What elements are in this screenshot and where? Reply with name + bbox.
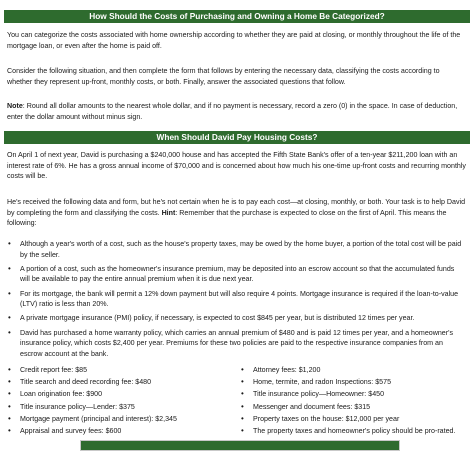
section-header-david: When Should David Pay Housing Costs? bbox=[4, 131, 470, 144]
cost-item: • Title insurance policy—Homeowner: $450 bbox=[240, 388, 384, 400]
list-item: • A portion of a cost, such as the homeowner's insurance premium, may be deposited into an escrow account so that the accumulated funds will be available to pay the entire annual premium when it is due next year. bbox=[7, 264, 466, 285]
cost-row bbox=[7, 364, 466, 376]
cost-row bbox=[7, 413, 466, 425]
instructions-paragraph: Consider the following situation, and then complete the form that follows by entering the necessary data, classifying the costs according to whether they represent up-front, monthly costs, or both. Finally, answer the associated questions that follow. bbox=[7, 67, 440, 86]
cost-item: • Appraisal and survey fees: $600 bbox=[7, 425, 240, 437]
scenario-paragraph: On April 1 of next year, David is purchasing a $240,000 house and has accepted the Fifth State Bank's offer of a ten-year $211,200 loan with an interest rate of 6%. He has a gross annual income of $70,000 and is concerned about how much his one-time up-front costs and recurring monthly costs will be. bbox=[7, 151, 466, 181]
note-text: : Round all dollar amounts to the nearest whole dollar, and if no payment is necessary, record a zero (0) in the space. In case of deduction, enter the dollar amount without minus sign. bbox=[7, 102, 458, 121]
cost-item: • Home, termite, and radon Inspections: $575 bbox=[240, 376, 391, 388]
cost-row bbox=[7, 401, 466, 413]
task-hint-text: : Remember that the purchase is expected to close on the first of April. This means the following: bbox=[7, 208, 447, 228]
list-item: • Although a year's worth of a cost, such as the house's property taxes, may be owed by the home buyer, a portion of the total cost will be paid by the seller. bbox=[7, 239, 466, 260]
note-paragraph bbox=[7, 101, 466, 122]
cost-row bbox=[7, 376, 466, 388]
note-label: Note bbox=[7, 102, 23, 110]
conditions-list bbox=[7, 239, 466, 363]
list-item: • David has purchased a home warranty policy, which carries an annual premium of $480 and is paid 12 times per year, and a homeowner's insurance policy, which costs $2,400 per year. Premiums for these two policies are paid to the respective insurance companies from an escrow account at the bank. bbox=[7, 328, 466, 360]
cost-item: • Title insurance policy—Lender: $375 bbox=[7, 401, 240, 413]
list-item: • A private mortgage insurance (PMI) policy, if necessary, is expected to cost $845 per year, but is distributed 12 times per year. bbox=[7, 313, 466, 324]
cost-item: • Attorney fees: $1,200 bbox=[240, 364, 320, 376]
cost-item: • Credit report fee: $85 bbox=[7, 364, 240, 376]
cost-item: • Title search and deed recording fee: $480 bbox=[7, 376, 240, 388]
cost-item: • Property taxes on the house: $12,000 per year bbox=[240, 413, 399, 425]
list-item: • For its mortgage, the bank will permit a 12% down payment but will also require 4 points. Mortgage insurance is required if the loan-to-value (LTV) ratio is less than 20%. bbox=[7, 289, 466, 310]
cost-row bbox=[7, 388, 466, 400]
form-header-bar bbox=[80, 440, 400, 451]
task-text: He's received the following data and form, but he's not certain when he is to pay each cost—at closing, monthly, or both. Your task is to help David by completing the form and classifying the costs. bbox=[7, 198, 466, 217]
intro-paragraph: You can categorize the costs associated with home ownership according to whether they are paid at closing, or monthly throughout the life of the mortgage loan, or even after the home is paid off. bbox=[7, 31, 461, 50]
cost-item: • Loan origination fee: $900 bbox=[7, 388, 240, 400]
task-paragraph bbox=[7, 197, 466, 229]
cost-item: • Messenger and document fees: $315 bbox=[240, 401, 370, 413]
cost-row bbox=[7, 425, 466, 437]
section-header-categorize: How Should the Costs of Purchasing and Owning a Home Be Categorized? bbox=[4, 10, 470, 23]
cost-item: • The property taxes and homeowner's policy should be pro-rated. bbox=[240, 425, 455, 437]
cost-list bbox=[7, 364, 466, 437]
cost-item: • Mortgage payment (principal and interest): $2,345 bbox=[7, 413, 240, 425]
hint-label: Hint bbox=[161, 208, 176, 217]
